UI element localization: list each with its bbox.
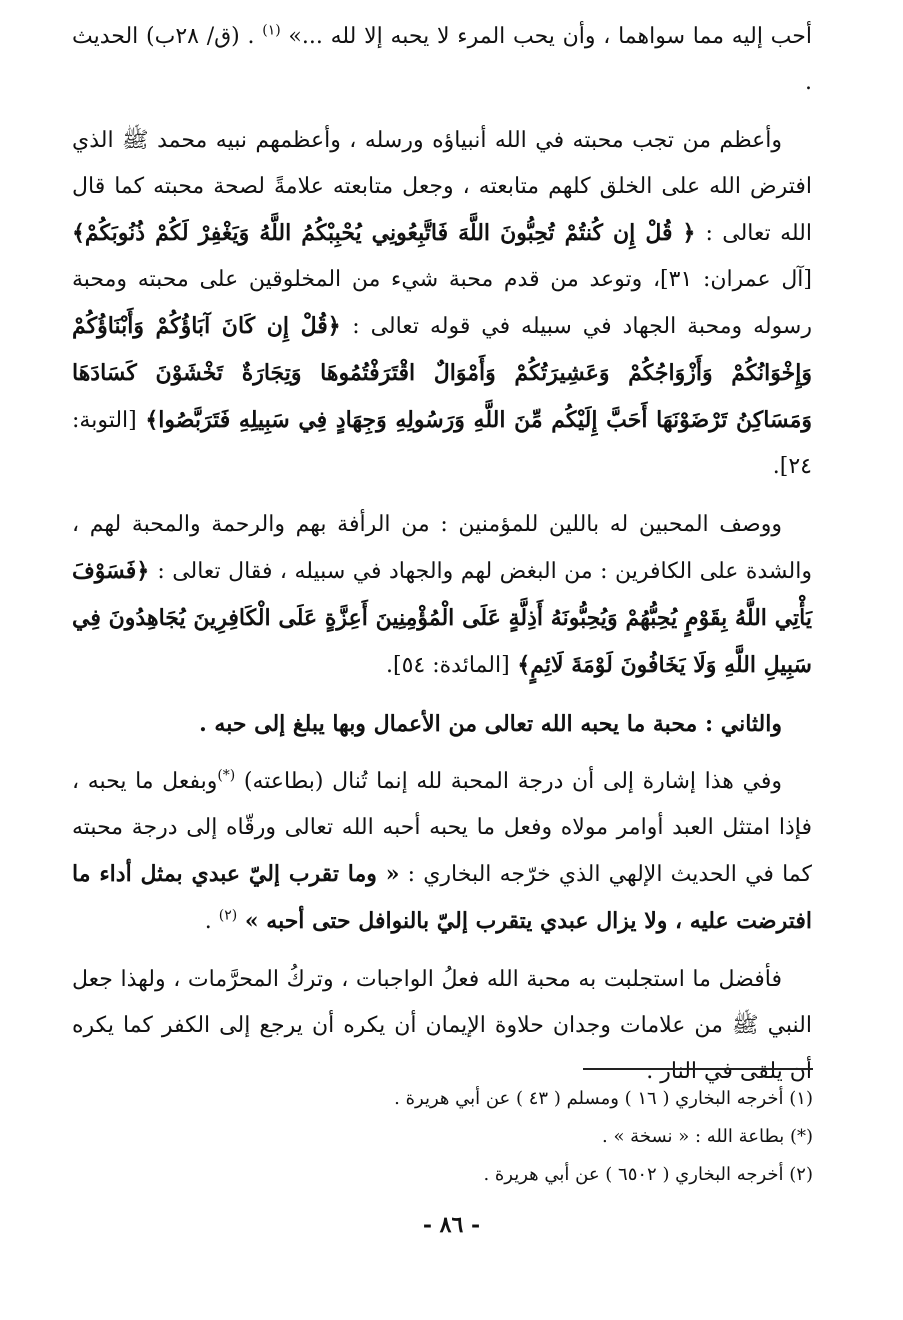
- paragraph-3: [72, 502, 812, 689]
- footnote-divider: [583, 1068, 813, 1070]
- footnote-ref-2[interactable]: (٢): [218, 907, 238, 924]
- verse-reference: [التوبة: ٢٤].: [72, 408, 812, 479]
- paragraph-5: [72, 759, 812, 945]
- quran-verse: ﴿فَسَوْفَ يَأْتِي اللَّهُ بِقَوْمٍ يُحِبُّهُمْ وَيُحِبُّونَهُ أَذِلَّةٍ عَلَى الْمُؤْمِنِينَ أَعِزَّةٍ عَلَى الْكَافِرِينَ يُجَاهِدُونَ فِي سَبِيلِ اللَّهِ وَلَا يَخَافُونَ لَوْمَةَ لَائِمٍ﴾: [72, 558, 812, 678]
- footnote-ref-1[interactable]: (١): [262, 22, 281, 39]
- paragraph-text: ووصف المحبين له باللين للمؤمنين : من الرأفة بهم والرحمة والمحبة لهم ، والشدة على الكافرين : من البغض لهم والجهاد في سبيله ، فقال تعالى :: [72, 512, 812, 584]
- quran-verse: ﴿قُلْ إِن كَانَ آبَاؤُكُمْ وَأَبْنَاؤُكُمْ وَإِخْوَانُكُمْ وَأَزْوَاجُكُمْ وَعَشِيرَتُكُمْ وَأَمْوَالٌ اقْتَرَفْتُمُوهَا وَتِجَارَةٌ تَخْشَوْنَ كَسَادَهَا وَمَسَاكِنُ تَرْضَوْنَهَا أَحَبَّ إِلَيْكُم مِّنَ اللَّهِ وَرَسُولِهِ وَجِهَادٍ فِي سَبِيلِهِ فَتَرَبَّصُوا﴾: [72, 313, 812, 433]
- footnote-1: (١) أخرجه البخاري ( ١٦ ) ومسلم ( ٤٣ ) عن أبي هريرة .: [394, 1088, 813, 1109]
- footnote-2: (٢) أخرجه البخاري ( ٦٥٠٢ ) عن أبي هريرة .: [483, 1164, 813, 1185]
- paragraph-1: [72, 14, 812, 106]
- paragraph-text: وأعظم من تجب محبته في الله أنبياؤه ورسله ، وأعظمهم نبيه محمد ﷺ الذي افترض الله على الخلق كلهم متابعته ، وجعل متابعته علامةً لصحة محبته كما قال الله تعالى :: [72, 128, 812, 246]
- paragraph-text: أحب إليه مما سواهما ، وأن يحب المرء لا يحبه إلا لله ...»: [280, 24, 812, 49]
- paragraph-4-heading: والثاني : محبة ما يحبه الله تعالى من الأعمال وبها يبلغ إلى حبه .: [199, 711, 782, 737]
- paragraph-6: فأفضل ما استجلبت به محبة الله فعلُ الواجبات ، وتركُ المحرَّمات ، ولهذا جعل النبي ﷺ من علامات وجدان حلاوة الإيمان أن يكره أن يرجع إلى الكفر كما يكره أن يلقى في النار .: [72, 967, 812, 1084]
- quran-verse: ﴿ قُلْ إِن كُنتُمْ تُحِبُّونَ اللَّهَ فَاتَّبِعُونِي يُحْبِبْكُمُ اللَّهُ وَيَغْفِرْ لَكُمْ ذُنُوبَكُمْ﴾: [72, 220, 706, 246]
- footnotes: [173, 1080, 813, 1194]
- paragraph-text: .: [204, 909, 219, 934]
- main-text: [72, 14, 812, 1107]
- verse-reference: [المائدة: ٥٤].: [386, 653, 510, 678]
- footnote-star: (*) بطاعة الله : « نسخة » .: [602, 1126, 813, 1147]
- paragraph-text: وبفعل ما يحبه ، فإذا امتثل العبد أوامر مولاه وفعل ما يحبه أحبه الله تعالى ورقّاه إلى درجة محبته كما في الحديث الإلهي الذي خرّجه البخاري :: [72, 769, 812, 887]
- footnote-ref-star[interactable]: (*): [217, 767, 236, 784]
- page-number: - ٨٦ -: [422, 1212, 481, 1238]
- paragraph-2: [72, 118, 812, 490]
- paragraph-text: . (ق/ ٢٨ب) الحديث .: [72, 24, 812, 95]
- paragraph-text: وفي هذا إشارة إلى أن درجة المحبة لله إنما تُنال (بطاعته): [235, 769, 782, 794]
- hadith-quote: « وما تقرب إليّ عبدي بمثل أداء ما افترضت عليه ، ولا يزال عبدي يتقرب إليّ بالنوافل حتى أحبه »: [72, 861, 812, 934]
- paragraph-text: [آل عمران: ٣١]، وتوعد من قدم محبة شيء من المخلوقين على محبته ومحبة رسوله ومحبة الجهاد في سبيله في قوله تعالى :: [72, 267, 812, 339]
